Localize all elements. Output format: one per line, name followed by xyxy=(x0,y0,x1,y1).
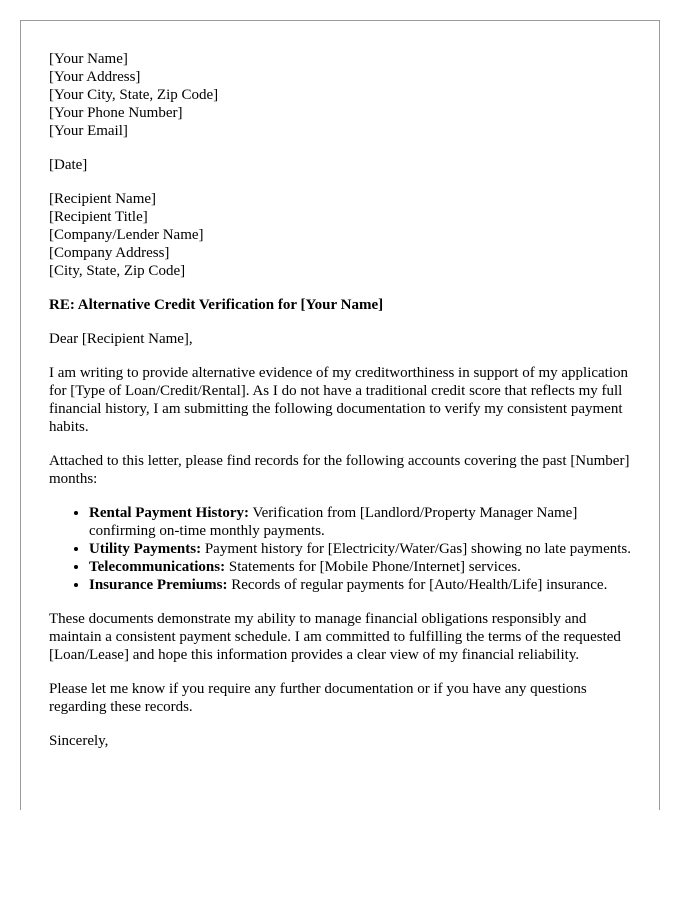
sender-name: [Your Name] xyxy=(49,51,128,67)
list-item-text: Records of regular payments for [Auto/Health/Life] insurance. xyxy=(227,577,608,593)
list-item-label: Utility Payments: xyxy=(89,541,202,557)
list-item xyxy=(89,504,631,540)
list-item xyxy=(89,576,631,594)
recipient-company: [Company/Lender Name] xyxy=(49,227,204,243)
list-item-text: Verification from [Landlord/Property Manager Name] confirming on-time monthly payments. xyxy=(89,505,578,539)
closing-signoff: Sincerely, xyxy=(49,733,109,749)
sender-address-block xyxy=(49,50,631,140)
sender-email: [Your Email] xyxy=(49,123,128,139)
letter-page xyxy=(20,20,660,810)
further-paragraph: Please let me know if you require any further documentation or if you have any questions regarding these records. xyxy=(49,681,587,715)
closing-paragraph: These documents demonstrate my ability to manage financial obligations responsibly and maintain a consistent payment schedule. I am committed to fulfilling the terms of the requested [Loan/Lease] and hope this information provides a clear view of my financial reliability. xyxy=(49,611,621,663)
attached-paragraph: Attached to this letter, please find records for the following accounts covering the past [Number] months: xyxy=(49,453,630,487)
list-item xyxy=(89,540,631,558)
recipient-city-state-zip: [City, State, Zip Code] xyxy=(49,263,186,279)
list-item-label: Telecommunications: xyxy=(89,559,226,575)
account-list xyxy=(49,504,631,594)
recipient-address-block xyxy=(49,190,631,280)
list-item-label: Rental Payment History: xyxy=(89,505,249,521)
intro-paragraph: I am writing to provide alternative evidence of my creditworthiness in support of my application for [Type of Loan/Credit/Rental]. As I do not have a traditional credit score that reflects my full financial history, I am submitting the following documentation to verify my consistent payment habits. xyxy=(49,365,629,435)
recipient-title: [Recipient Title] xyxy=(49,209,148,225)
list-item xyxy=(89,558,631,576)
list-item-label: Insurance Premiums: xyxy=(89,577,228,593)
recipient-name: [Recipient Name] xyxy=(49,191,157,207)
recipient-address: [Company Address] xyxy=(49,245,170,261)
salutation: Dear [Recipient Name], xyxy=(49,331,193,347)
sender-address: [Your Address] xyxy=(49,69,141,85)
sender-phone: [Your Phone Number] xyxy=(49,105,183,121)
list-item-text: Payment history for [Electricity/Water/Gas] showing no late payments. xyxy=(201,541,631,557)
letter-date: [Date] xyxy=(49,157,88,173)
sender-city-state-zip: [Your City, State, Zip Code] xyxy=(49,87,219,103)
list-item-text: Statements for [Mobile Phone/Internet] services. xyxy=(225,559,521,575)
subject-line: RE: Alternative Credit Verification for [Your Name] xyxy=(49,297,384,313)
